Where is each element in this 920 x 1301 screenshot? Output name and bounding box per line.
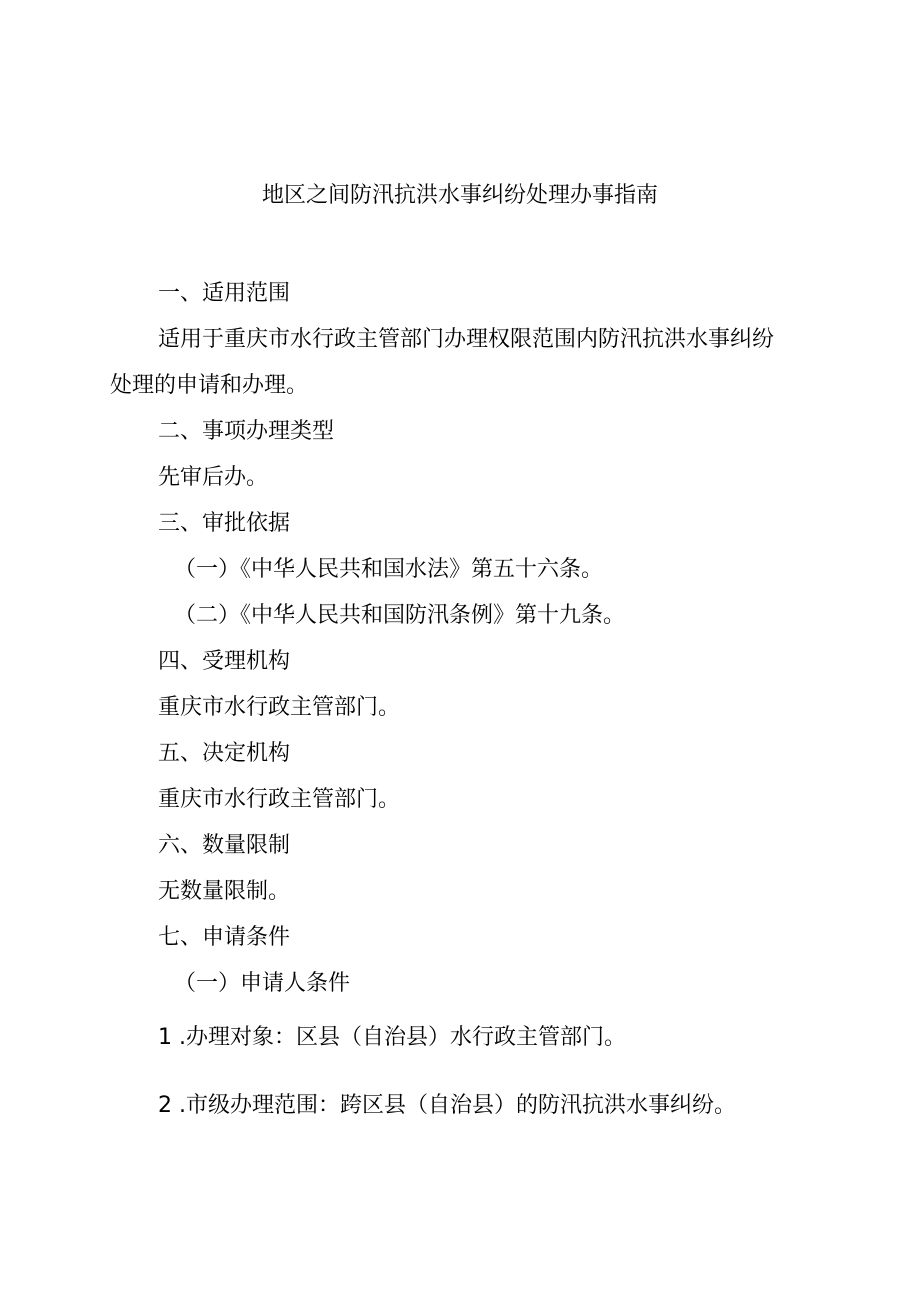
section-4-heading: 四、受理机构 <box>158 649 291 674</box>
section-5-heading: 五、决定机构 <box>158 741 291 766</box>
section-3-item-2: （二）《中华人民共和国防汛条例》第十九条。 <box>174 603 626 628</box>
section-4-text: 重庆市水行政主管部门。 <box>158 695 401 720</box>
section-6-heading: 六、数量限制 <box>158 833 291 858</box>
document-title: 地区之间防汛抗洪水事纠纷处理办事指南 <box>261 183 658 208</box>
section-1-heading: 一、适用范围 <box>158 281 291 306</box>
section-1-text-line-1: 适用于重庆市水行政主管部门办理权限范围内防汛抗洪水事纠纷 <box>158 327 775 352</box>
section-6-text: 无数量限制。 <box>158 879 291 904</box>
section-7-item-1: 1 .办理对象：区县（自治县）水行政主管部门。 <box>158 1025 626 1050</box>
section-3-item-1: （一）《中华人民共和国水法》第五十六条。 <box>174 557 604 582</box>
section-2-text: 先审后办。 <box>158 465 269 490</box>
section-7-subheading-1: （一）申请人条件 <box>174 971 351 996</box>
section-3-heading: 三、审批依据 <box>158 511 291 536</box>
section-7-item-2: 2 .市级办理范围：跨区县（自治县）的防汛抗洪水事纠纷。 <box>158 1093 736 1118</box>
section-1-text-line-2: 处理的申请和办理。 <box>110 373 309 398</box>
section-2-heading: 二、事项办理类型 <box>158 419 335 444</box>
section-7-heading: 七、申请条件 <box>158 925 291 950</box>
section-5-text: 重庆市水行政主管部门。 <box>158 787 401 812</box>
